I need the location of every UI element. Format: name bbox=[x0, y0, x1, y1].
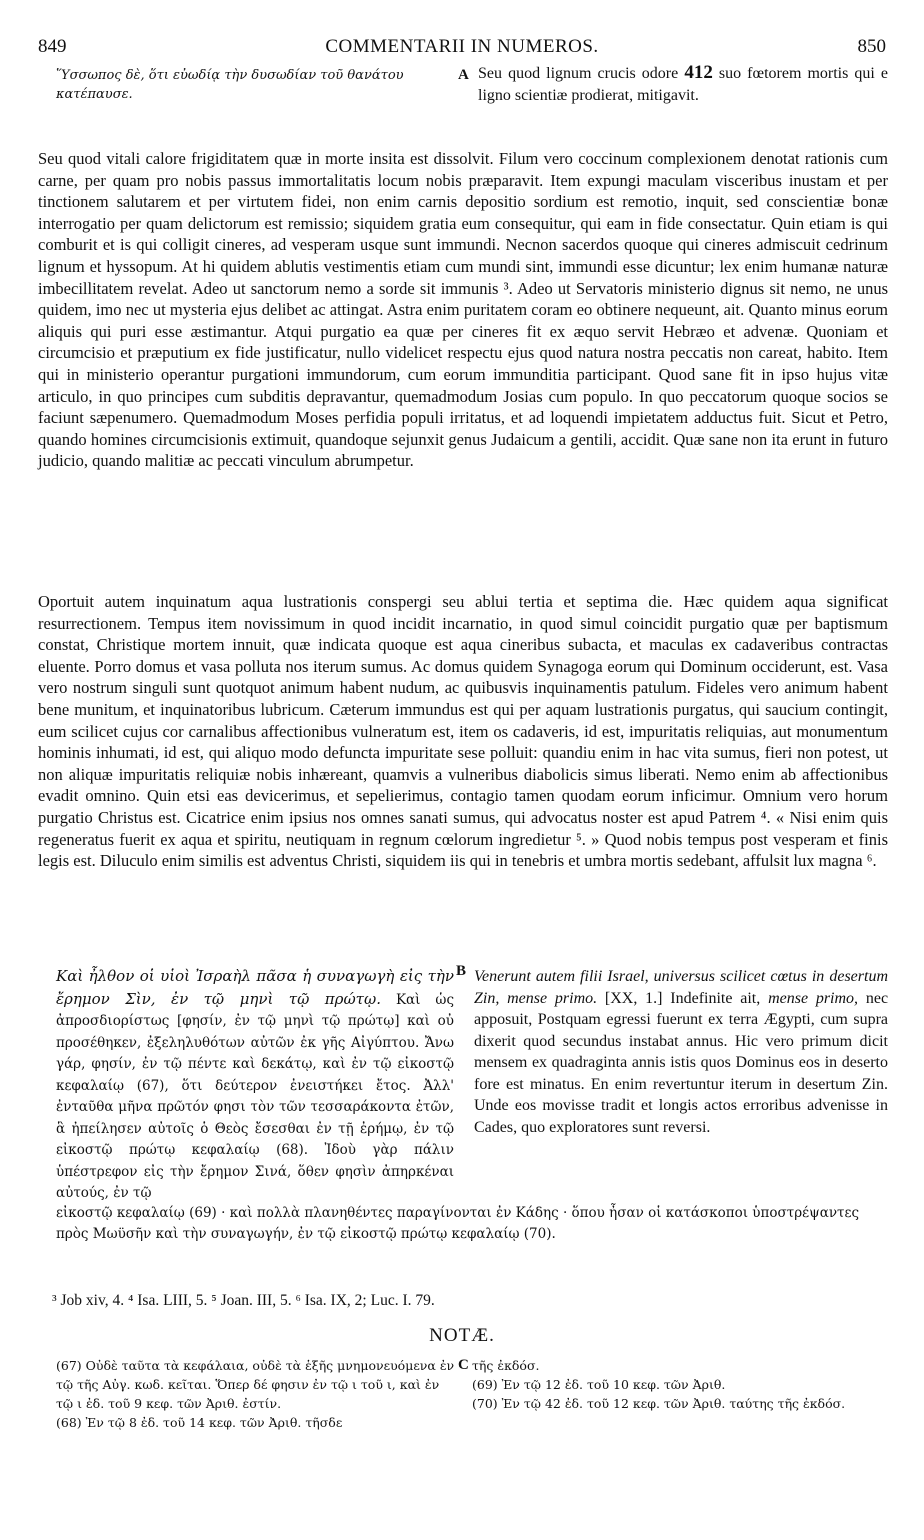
note-68: (68) Ἐν τῷ 8 ἐδ. τοῦ 14 κεφ. τῶν Ἀριθ. τῆσδε bbox=[56, 1415, 343, 1430]
margin-marker-b: B bbox=[456, 963, 467, 979]
page-number-left: 849 bbox=[38, 36, 67, 57]
note-67: (67) Οὐδὲ ταῦτα τὰ κεφάλαια, οὐδὲ τὰ ἑξῆς μνημονευόμενα ἐν τῷ τῆς Αὐγ. κωδ. κεῖται. Ὅπερ δέ φησιν ἐν τῷ ι τοῦ ι, καὶ ἐν τῷ ι ἐδ. τοῦ 9 κεφ. τῶν Ἀριθ. ἐστίν. bbox=[56, 1358, 455, 1411]
running-header bbox=[38, 36, 886, 58]
paragraph-2: Oportuit autem inquinatum aqua lustrationis conspergi seu ablui tertia et septima die. Hæc quidem aqua significat resurrectionem. Tempus item novissimum in quod incidit incarnatio, in quod simul coincidit purgatio quæ per baptismum constat, Christique mortem innuit, quæ indicata quoque est aqua cineribus subacta, et maculas ex cadaveribus contractas eluente. Porro domus et vasa polluta nos iterum sumus. Ac domus quidem Synagoga eorum qui Dominum occiderunt, est. Vasa vero nostrum singuli sunt quotquot animum habent nudum, ac quibusvis inquinamentis patulum. Fideles vero animum habent bene munitum, et inquinatoribus lubricum. Cæterum immundus est qui per aquam lustrationis purgatus, qui saucium contingit, eum scilicet cujus cor carnalibus affectionibus vulneratum est, item os cadaveris, id est, impuritatis reliquias, aut monumentum hominis inhumati, id est, qui aliquo modo defuncta impuritate sese polluit: quandiu enim in hac vita sumus, fieri non potest, ut non aliquæ impuritatis reliquiæ nobis inhæreant, quamvis a vulneribus diabolicis simus liberati. Nemo enim ab affectionibus evadit omnino. Quin etsi eas devicerimus, et sepelierimus, contagio tamen quodam eorum inficimur. Omnium vero horum purgatio Christus est. Cicatrice enim ipsius nos omnes sanati sumus, qui advocatus noster est apud Patrem ⁴. « Nisi enim quis regeneratus fuerit ex aqua et spiritu, neutiquam in regnum cœlorum ingredietur ⁵. » Quod nobis tempus post vesperam et finis legis est. Diluculo enim similis est adventus Christi, siquidem iis qui in tenebris et umbra mortis sedebant, affulsit lux magna ⁶. bbox=[38, 592, 888, 871]
margin-marker-c: C bbox=[458, 1357, 469, 1373]
notes-column-left bbox=[56, 1356, 460, 1432]
page-number-right: 850 bbox=[857, 36, 886, 57]
latin-text-top: Seu quod lignum crucis odore 412 suo fœtorem mortis qui e ligno scientiæ prodierat, mitigavit. bbox=[478, 62, 889, 104]
paragraph-1: Seu quod vitali calore frigiditatem quæ in morte insita est dissolvit. Filum vero coccinum complexionem denotat rationis cum carne, per quam pro nobis passus immortalitatis locum nobis præparavit. Item expungi maculam visceribus inustam et per tinctionem salutarem et per virtutem fidei, non enim carnis depositio sordium est remotio, inquit, sed conscientiæ bonæ interrogatio per quam delictorum est remissio; siquidem gratia eum consequitur, qui eam in fide consectatur. Quin etiam is qui comburit et is qui colligit cineres, ad vesperam usque sunt immundi. Necnon sacerdos quoque qui cineres admiscuit cedrinum lignum et hyssopum. At hi quidem ablutis vestimentis etiam cum mundi sint, immundi esse dicuntur; lex enim humanæ naturæ imbecillitatem revelat. Adeo ut sanctorum nemo a sorde sit immunis ³. Adeo ut Servatoris ministerio dignus sit nemo, ne unus quidem, imo nec ut mysteria ejus delibet ac attingat. Astra enim puritatem coram eo obtinere nequeunt, ait. Quanto minus eorum aliquis qui puri esse æstimantur. Atqui purgatio ea quæ per cineres fit ex æquo servit Hebræo et advenæ. Quoniam et circumcisio et præputium ex fide justificatur, nullo videlicet respectu ejus quod natura nostra peccatis non careat, habito. Item qui in ministerio operantur purgationi immundorum, cum eorum immunditia participant. Quod sane fit in ipso hujus vitæ articulo, in quo principes cum subditis depravantur, quemadmodum Josias cum populo. In quo peccatorum quoque socios se faciunt sæpenumero. Quemadmodum Moses perfidia populi irritatus, et ad loquendi impietatem adductus fuit. Sicut et Petro, quando homines circumcisionis extimuit, quandoque sejunxit genus Judaicum a gentili, accidit. Quæ sane non ita erunt in futuro judicio, quando malitiæ ac peccati vinculum abrumpetur. bbox=[38, 149, 888, 471]
greek-text-top: Ὕσσωπος δὲ, ὅτι εὐωδίᾳ τὴν δυσωδίαν τοῦ θανάτου κατέπαυσε. bbox=[56, 68, 404, 102]
note-69: (69) Ἐν τῷ 12 ἐδ. τοῦ 10 κεφ. τῶν Ἀριθ. bbox=[472, 1377, 726, 1392]
page-title: COMMENTARII IN NUMEROS. bbox=[325, 36, 599, 57]
column-number: 412 bbox=[684, 62, 713, 83]
greek-text-continuation: εἰκοστῷ κεφαλαίῳ (69) · καὶ πολλὰ πλανηθέντες παραγίνονται ἐν Κάδης · ὅπου ἦσαν οἱ κατάσκοποι ὑποστρέψαντες πρὸς Μωϋσῆν καὶ τὴν συναγωγήν, ἐν τῷ εἰκοστῷ πρώτῳ κεφαλαίῳ (70). bbox=[56, 1205, 860, 1242]
greek-column: Καὶ ἦλθον οἱ υἱοὶ Ἰσραὴλ πᾶσα ἡ συναγωγὴ εἰς τὴν ἔρημον Σὶν, ἐν τῷ μηνὶ τῷ πρώτῳ. Καὶ ὡς ἀπροσδιορίστως [φησίν, ἐν τῷ μηνὶ τῷ πρώτῳ] καὶ οὐ προσέθηκεν, ἐξεληλυθότων αὐτῶν ἐκ γῆς Αἰγύπτου. Ἄνω γάρ, φησίν, ἐν τῷ πέντε καὶ δεκάτῳ, καὶ ἐν τῷ εἰκοστῷ κεφαλαίῳ (67), ὅτι δεύτερον ἐνειστήκει ἔτος. Ἀλλ' ἐνταῦθα μῆνα πρῶτόν φησι τὸν τῶν τεσσαράκοντα ἐτῶν, ἃ ἠπείλησεν αὐτοῖς ὁ Θεὸς ἔσεσθαι ἐν τῇ ἐρήμῳ, ἐν τῷ εἰκοστῷ πρώτῳ κεφαλαίῳ (68). Ἰδοὺ γὰρ πάλιν ὑπέστρεφον εἰς τὴν ἔρημον Σινά, ὅθεν φησὶν ἀπηρκέναι αὐτούς, ἐν τῷ bbox=[56, 967, 455, 1201]
footnotes: ³ Job xiv, 4. ⁴ Isa. LIII, 5. ⁵ Joan. III, 5. ⁶ Isa. IX, 2; Luc. I. 79. bbox=[52, 1292, 435, 1309]
latin-column: Venerunt autem filii Israel, universus scilicet cœtus in desertum Zin, mense primo. [XX, 1.] Indefinite ait, mense primo, nec apposuit, Postquam egressi fuerunt ex terra Ægypti, cum supra dixerit quod secundus instabat annus. Hic vero primum dicit mensem ex quadraginta annis istis quos Dominus eos in deserto fore est minatus. En enim revertuntur iterum in desertum Zin. Unde eos movisse tradit et longis actos erroribus advenisse in Cades, quo exploratores sunt reversi. bbox=[474, 968, 889, 1136]
notes-heading: NOTÆ. bbox=[429, 1325, 495, 1346]
note-continuation: τῆς ἐκδόσ. bbox=[472, 1358, 540, 1373]
notes-column-right bbox=[472, 1356, 888, 1413]
margin-marker-a: A bbox=[458, 67, 469, 83]
note-70: (70) Ἐν τῷ 42 ἐδ. τοῦ 12 κεφ. τῶν Ἀριθ. ταύτης τῆς ἐκδόσ. bbox=[472, 1396, 846, 1411]
